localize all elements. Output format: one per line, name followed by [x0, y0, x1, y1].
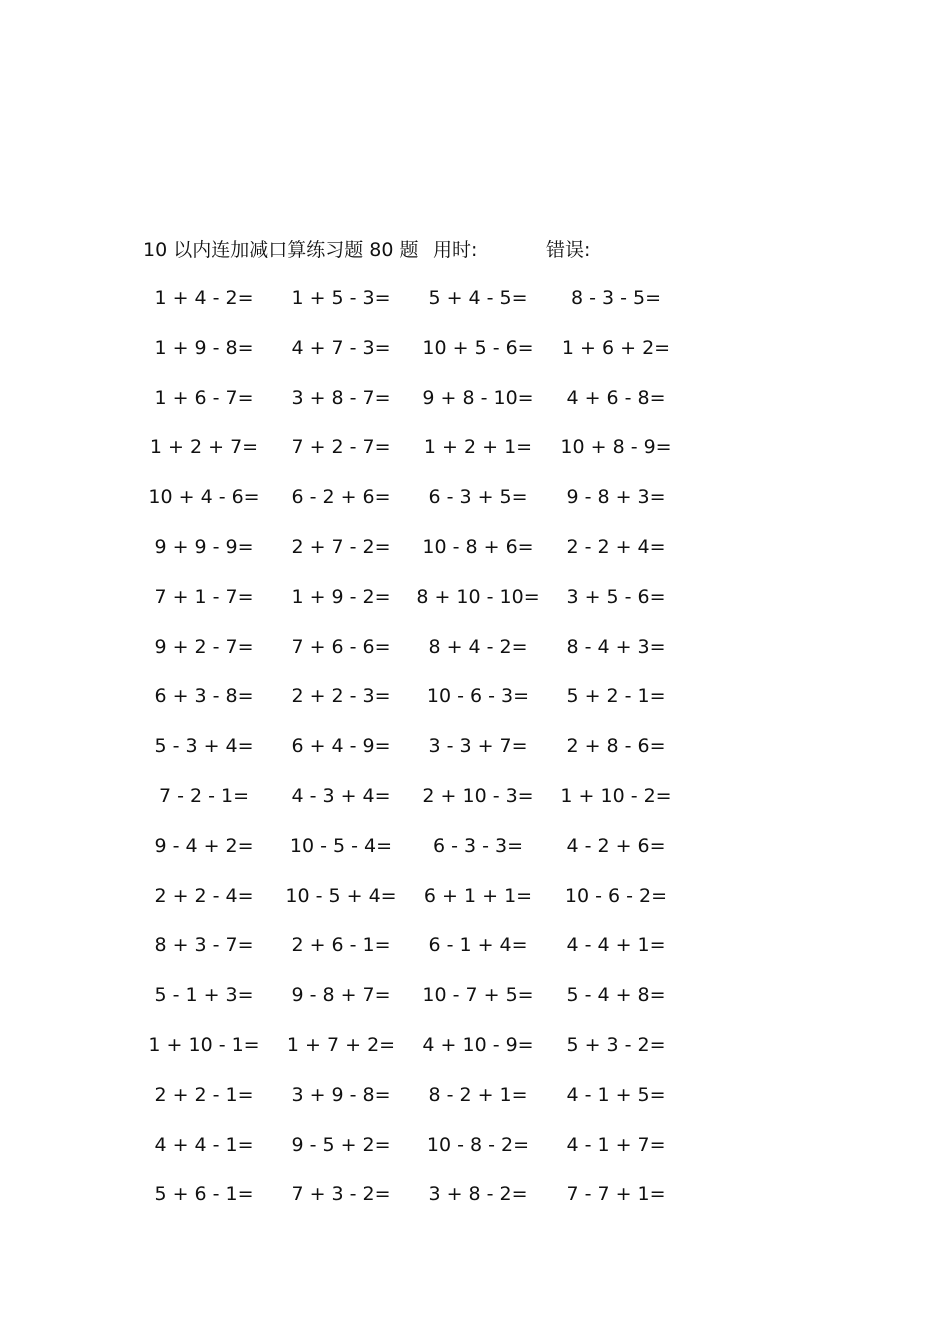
problem-item: 5 - 4 + 8=	[566, 984, 666, 1007]
problem-row	[0, 384, 950, 434]
problem-item: 10 - 6 - 2=	[564, 884, 668, 907]
problem-item: 6 + 3 - 8=	[154, 685, 254, 708]
problem-item: 8 - 3 - 5=	[570, 287, 662, 309]
problem-item: 2 + 2 - 1=	[154, 1083, 254, 1106]
problem-item: 2 + 10 - 3=	[422, 784, 534, 807]
problem-item: 9 - 8 + 7=	[291, 984, 391, 1007]
problem-item: 6 - 3 + 5=	[428, 486, 528, 509]
problem-item: 5 - 3 + 4=	[154, 735, 254, 758]
problem-item: 5 + 4 - 5=	[428, 287, 528, 309]
problem-item: 1 + 5 - 3=	[291, 287, 391, 309]
problem-item: 8 + 3 - 7=	[154, 934, 254, 957]
problem-row	[0, 1131, 950, 1181]
problem-item: 9 + 8 - 10=	[422, 386, 534, 409]
problem-item: 10 - 6 - 3=	[426, 685, 530, 708]
problem-item: 4 + 6 - 8=	[566, 386, 666, 409]
problem-item: 1 + 9 - 2=	[291, 585, 391, 608]
problem-item: 4 - 4 + 1=	[566, 934, 666, 957]
problem-row	[0, 1081, 950, 1131]
problem-item: 2 + 6 - 1=	[291, 934, 391, 957]
problem-item: 9 - 5 + 2=	[291, 1133, 391, 1156]
problem-row	[0, 633, 950, 683]
problem-item: 7 + 1 - 7=	[154, 585, 254, 608]
problem-row	[0, 1031, 950, 1081]
problem-item: 4 - 1 + 5=	[566, 1083, 666, 1106]
problem-item: 4 + 7 - 3=	[291, 336, 391, 359]
problem-item: 7 - 2 - 1=	[158, 784, 250, 807]
problem-item: 2 + 7 - 2=	[291, 535, 391, 558]
problem-item: 2 + 8 - 6=	[566, 735, 666, 758]
problem-item: 7 + 6 - 6=	[291, 635, 391, 658]
problem-item: 10 - 7 + 5=	[422, 984, 534, 1007]
problem-item: 5 + 2 - 1=	[566, 685, 666, 708]
problem-item: 10 + 8 - 9=	[560, 436, 672, 459]
problem-item: 3 + 5 - 6=	[566, 585, 666, 608]
problem-row	[0, 732, 950, 782]
problem-item: 6 - 1 + 4=	[428, 934, 528, 957]
problem-row	[0, 284, 950, 334]
problem-item: 7 - 7 + 1=	[566, 1183, 666, 1206]
problem-item: 8 - 2 + 1=	[428, 1083, 528, 1106]
problem-item: 7 + 3 - 2=	[291, 1183, 391, 1206]
problem-item: 10 + 5 - 6=	[422, 336, 534, 359]
problem-item: 2 - 2 + 4=	[566, 535, 666, 558]
problem-item: 5 - 1 + 3=	[154, 984, 254, 1007]
problem-row	[0, 682, 950, 732]
problem-row	[0, 483, 950, 533]
problem-item: 3 - 3 + 7=	[428, 735, 528, 758]
problem-item: 6 + 4 - 9=	[291, 735, 391, 758]
problem-row	[0, 1180, 950, 1230]
problem-item: 5 + 6 - 1=	[154, 1183, 254, 1206]
worksheet-title: 10 以内连加减口算练习题 80 题	[143, 239, 419, 261]
problem-item: 1 + 7 + 2=	[286, 1033, 396, 1056]
problem-item: 1 + 6 + 2=	[561, 336, 671, 359]
problem-item: 1 + 10 - 1=	[148, 1033, 260, 1056]
problem-item: 1 + 6 - 7=	[154, 386, 254, 409]
problem-row	[0, 931, 950, 981]
time-used-label: 用时:	[433, 239, 478, 261]
problem-item: 7 + 2 - 7=	[291, 436, 391, 459]
problem-row	[0, 882, 950, 932]
problem-item: 9 - 4 + 2=	[154, 834, 254, 857]
problem-item: 2 + 2 - 4=	[154, 884, 254, 907]
problem-item: 9 - 8 + 3=	[566, 486, 666, 509]
problem-row	[0, 334, 950, 384]
problem-item: 6 - 2 + 6=	[291, 486, 391, 509]
problem-item: 8 + 4 - 2=	[428, 635, 528, 658]
problem-item: 3 + 8 - 2=	[428, 1183, 528, 1206]
problem-item: 2 + 2 - 3=	[291, 685, 391, 708]
problem-item: 5 + 3 - 2=	[566, 1033, 666, 1056]
problem-row	[0, 433, 950, 483]
problem-grid	[0, 284, 950, 1230]
problem-item: 10 + 4 - 6=	[148, 486, 260, 509]
problem-item: 8 + 10 - 10=	[416, 585, 540, 608]
problem-item: 4 + 4 - 1=	[154, 1133, 254, 1156]
problem-item: 1 + 2 + 1=	[423, 436, 533, 459]
problem-item: 3 + 9 - 8=	[291, 1083, 391, 1106]
problem-item: 10 - 8 - 2=	[426, 1133, 530, 1156]
problem-row	[0, 832, 950, 882]
problem-row	[0, 583, 950, 633]
problem-row	[0, 981, 950, 1031]
problem-item: 4 + 10 - 9=	[422, 1033, 534, 1056]
error-count-label: 错误:	[546, 239, 591, 261]
problem-item: 4 - 1 + 7=	[566, 1133, 666, 1156]
problem-item: 8 - 4 + 3=	[566, 635, 666, 658]
problem-item: 10 - 5 - 4=	[289, 834, 393, 857]
problem-item: 4 - 2 + 6=	[566, 834, 666, 857]
problem-item: 3 + 8 - 7=	[291, 386, 391, 409]
problem-item: 1 + 4 - 2=	[154, 287, 254, 309]
problem-row	[0, 782, 950, 832]
problem-item: 6 + 1 + 1=	[423, 884, 533, 907]
problem-item: 9 + 2 - 7=	[154, 635, 254, 658]
problem-item: 1 + 9 - 8=	[154, 336, 254, 359]
problem-item: 10 - 5 + 4=	[285, 884, 397, 907]
problem-item: 1 + 2 + 7=	[149, 436, 259, 459]
problem-row	[0, 533, 950, 583]
problem-item: 6 - 3 - 3=	[432, 834, 524, 857]
problem-item: 4 - 3 + 4=	[291, 784, 391, 807]
problem-item: 1 + 10 - 2=	[560, 784, 672, 807]
problem-item: 9 + 9 - 9=	[154, 535, 254, 558]
problem-item: 10 - 8 + 6=	[422, 535, 534, 558]
